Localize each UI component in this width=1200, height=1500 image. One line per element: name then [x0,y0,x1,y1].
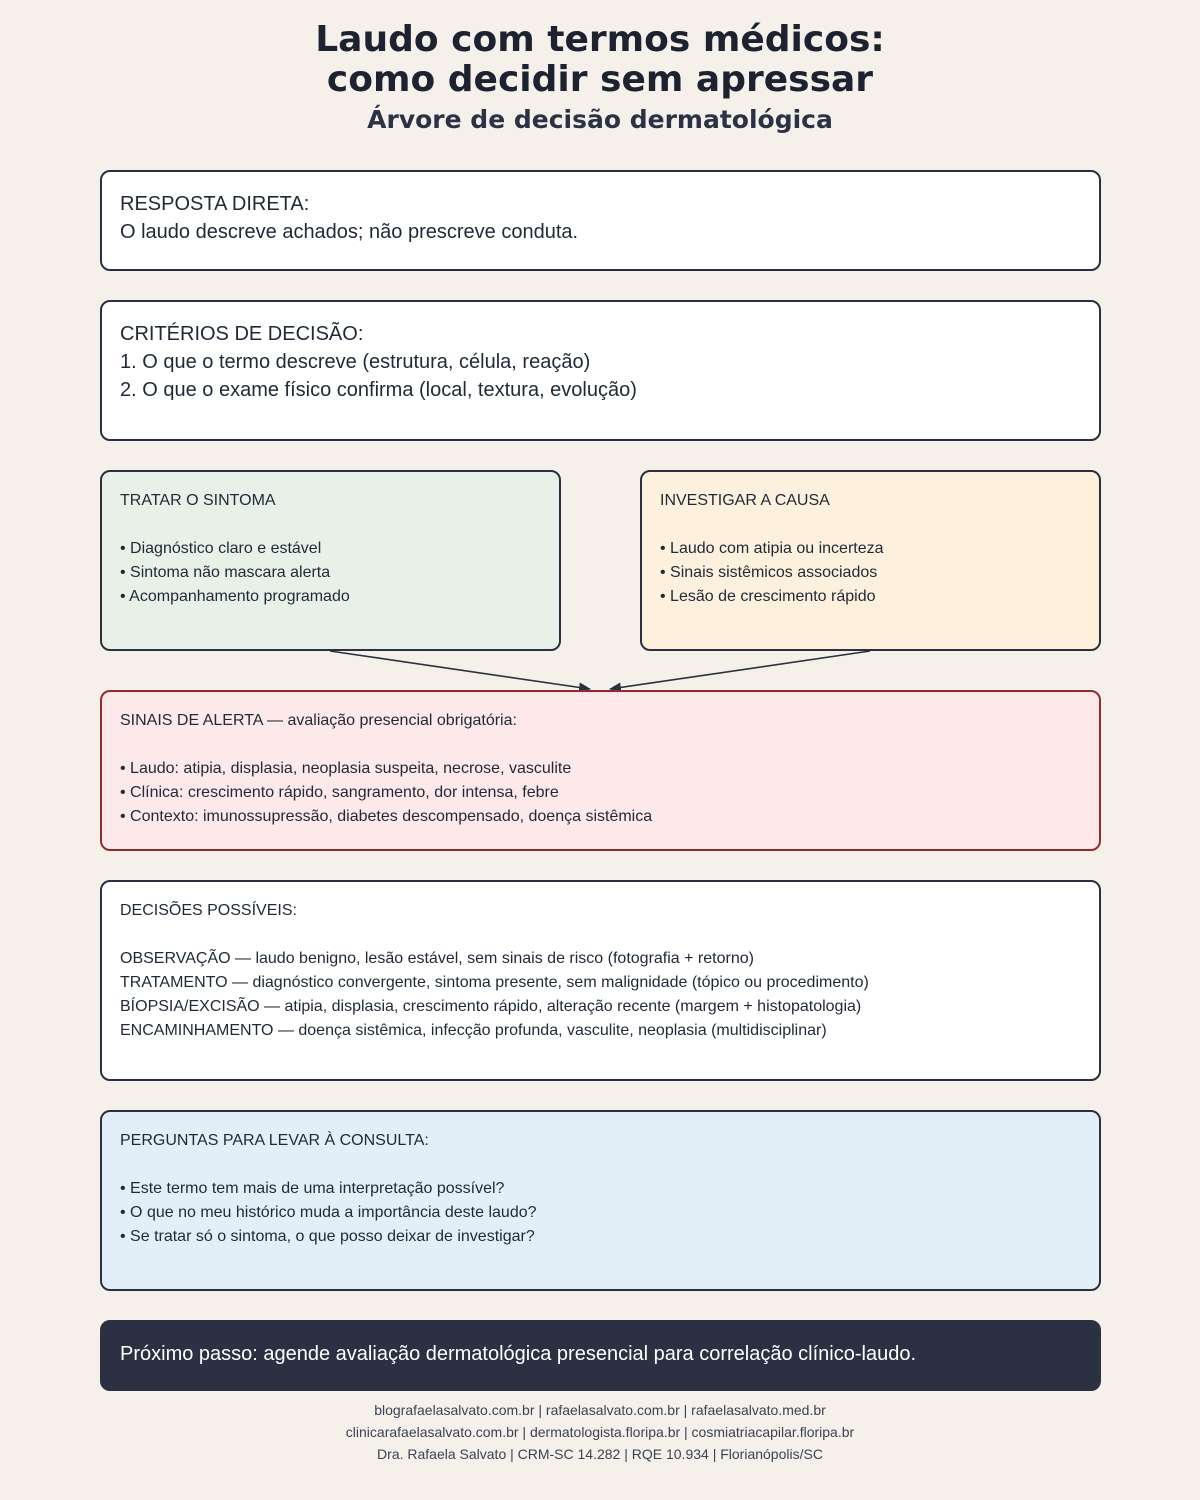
questions-heading: PERGUNTAS PARA LEVAR À CONSULTA: [120,1132,429,1149]
investigate-cause-heading: INVESTIGAR A CAUSA [660,492,830,509]
decision-item: OBSERVAÇÃO — laudo benigno, lesão estável, sem sinais de risco (fotografia + retorno) [120,950,754,967]
question-item: • Se tratar só o sintoma, o que posso deixar de investigar? [120,1228,535,1245]
criteria-heading: CRITÉRIOS DE DECISÃO: [120,323,364,345]
question-item: • Este termo tem mais de uma interpretação possível? [120,1180,505,1197]
warning-sign-item: • Laudo: atipia, displasia, neoplasia suspeita, necrose, vasculite [120,760,572,777]
question-item: • O que no meu histórico muda a importância deste laudo? [120,1204,537,1221]
criteria-item: 2. O que o exame físico confirma (local, textura, evolução) [120,379,637,401]
investigate-cause-item: • Laudo com atipia ou incerteza [660,540,884,557]
decision-item: TRATAMENTO — diagnóstico convergente, sintoma presente, sem malignidade (tópico ou procedimento) [120,974,869,991]
warning-signs-heading: SINAIS DE ALERTA — avaliação presencial obrigatória: [120,712,517,729]
criteria-item: 1. O que o termo descreve (estrutura, célula, reação) [120,351,591,373]
decision-item: BÍOPSIA/EXCISÃO — atipia, displasia, crescimento rápido, alteração recente (margem + histopatologia) [120,998,862,1015]
treat-symptom-item: • Sintoma não mascara alerta [120,564,331,581]
treat-symptom-heading: TRATAR O SINTOMA [120,492,276,509]
possible-decisions-box [100,880,1101,1081]
next-step-text: Próximo passo: agende avaliação dermatológica presencial para correlação clínico-laudo. [120,1343,917,1365]
treat-symptom-item: • Diagnóstico claro e estável [120,540,322,557]
warning-sign-item: • Contexto: imunossupressão, diabetes descompensado, doença sistêmica [120,808,653,825]
footer-credentials: Dra. Rafaela Salvato | CRM-SC 14.282 | RQE 10.934 | Florianópolis/SC [377,1446,823,1462]
decision-item: ENCAMINHAMENTO — doença sistêmica, infecção profunda, vasculite, neoplasia (multidisciplinar) [120,1022,827,1039]
arrow-investigate-to-alert [610,651,870,689]
investigate-cause-item: • Sinais sistêmicos associados [660,564,878,581]
direct-answer-heading: RESPOSTA DIRETA: [120,193,310,215]
investigate-cause-item: • Lesão de crescimento rápido [660,588,876,605]
footer-links-1: blografaelasalvato.com.br | rafaelasalvato.com.br | rafaelasalvato.med.br [374,1402,826,1418]
arrow-treat-to-alert [330,651,590,689]
warning-signs-box [100,690,1101,851]
page-title-line-1: Laudo com termos médicos: [315,19,885,60]
page-subtitle: Árvore de decisão dermatológica [367,105,833,134]
possible-decisions-heading: DECISÕES POSSÍVEIS: [120,902,297,919]
next-step-banner [100,1320,1101,1391]
treat-symptom-item: • Acompanhamento programado [120,588,350,605]
direct-answer-text: O laudo descreve achados; não prescreve conduta. [120,221,579,243]
footer-links-2: clinicarafaelasalvato.com.br | dermatologista.floripa.br | cosmiatriacapilar.floripa.br [345,1424,855,1440]
warning-sign-item: • Clínica: crescimento rápido, sangramento, dor intensa, febre [120,784,559,801]
consultation-questions-box [100,1110,1101,1291]
page-title-line-2: como decidir sem apressar [326,59,874,100]
